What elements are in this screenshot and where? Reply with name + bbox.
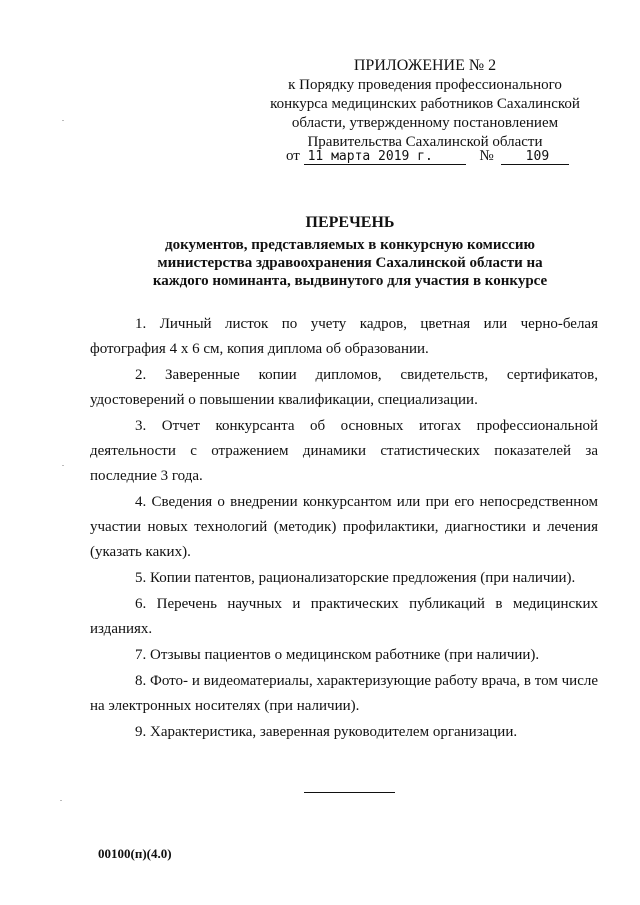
scan-speck [62, 120, 64, 121]
list-item: 9. Характеристика, заверенная руководителем организации. [135, 724, 518, 740]
end-divider [304, 792, 395, 793]
list-item: 6. Перечень научных и практических публикаций в медицинских изданиях. [90, 596, 598, 637]
footer-code: 00100(п)(4.0) [98, 846, 172, 861]
title-line: документов, представляемых в конкурсную комиссию [165, 237, 535, 253]
appendix-line: конкурса медицинских работников Сахалинской [270, 96, 580, 112]
appendix-line: к Порядку проведения профессионального [288, 77, 562, 93]
document-title [100, 214, 600, 290]
appendix-header [255, 56, 595, 152]
list-item: 5. Копии патентов, рационализаторские предложения (при наличии). [135, 570, 576, 586]
title-line: министерства здравоохранения Сахалинской области на [157, 255, 543, 271]
appendix-line: Правительства Сахалинской области [307, 134, 543, 150]
document-list [90, 312, 598, 746]
list-item: 3. Отчет конкурсанта об основных итогах профессиональной деятельности с отражением динамики статистических показателей за последние 3 года. [90, 418, 598, 484]
appendix-line: области, утвержденному постановлением [291, 115, 559, 131]
number-label: № [479, 148, 494, 164]
appendix-heading: ПРИЛОЖЕНИЕ № 2 [353, 57, 497, 74]
list-item: 4. Сведения о внедрении конкурсантом или при его непосредственном участии новых технологий (методик) профилактики, диагностики и лечения (указать каких). [90, 494, 598, 560]
date-prefix: от [286, 148, 300, 164]
list-item: 2. Заверенные копии дипломов, свидетельств, сертификатов, удостоверений о повышении квалификации, специализации. [90, 367, 598, 408]
list-item: 7. Отзывы пациентов о медицинском работнике (при наличии). [135, 647, 540, 663]
list-item: 1. Личный листок по учету кадров, цветная или черно-белая фотография 4 x 6 см, копия диплома об образовании. [90, 316, 598, 357]
title-line: каждого номинанта, выдвинутого для участия в конкурсе [152, 273, 548, 289]
title-main: ПЕРЕЧЕНЬ [305, 214, 395, 231]
decree-date: 11 марта 2019 г. [304, 149, 466, 165]
scan-speck [62, 465, 64, 466]
decree-number: 109 [501, 149, 569, 165]
scan-speck [60, 800, 62, 801]
list-item: 8. Фото- и видеоматериалы, характеризующие работу врача, в том числе на электронных носителях (при наличии). [90, 673, 598, 714]
decree-date-line [286, 148, 569, 165]
